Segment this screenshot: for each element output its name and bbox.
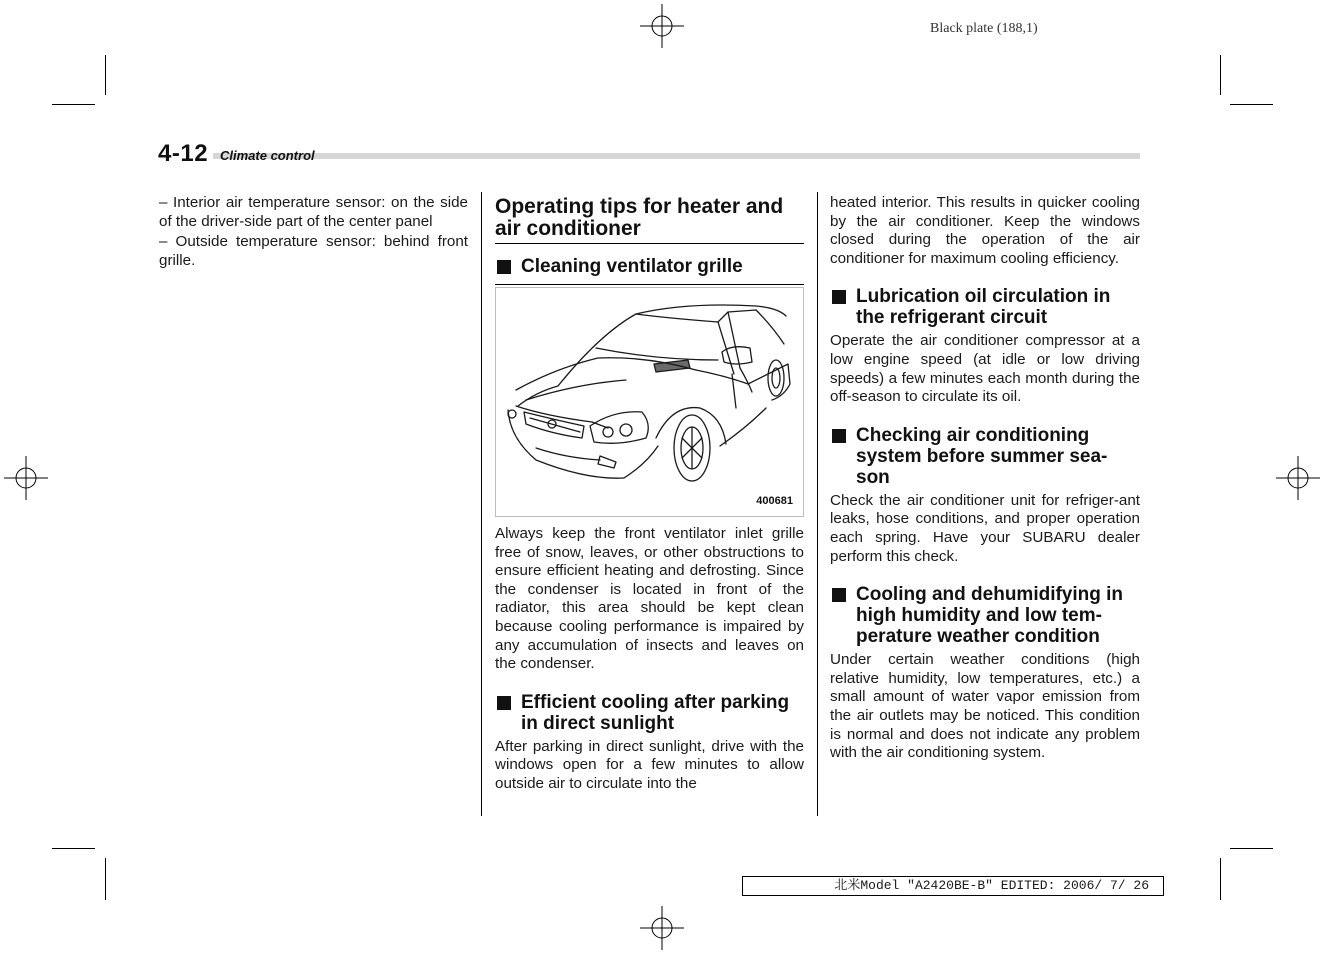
square-bullet-icon bbox=[832, 290, 846, 304]
cleaning-grille-body: Always keep the front ventilator inlet grille free of snow, leaves, or other obstructions to ensure efficient heating and defrosting. Since the condenser is located in front of the radiator, this area should be kept clean because cooling performance is impaired by any accumulation of insects and leaves on the condenser. bbox=[495, 525, 804, 673]
registration-mark-right-icon bbox=[1276, 456, 1320, 500]
section-title: Operating tips for heater and air conditioner bbox=[495, 195, 784, 240]
subheading-text: Checking air conditioning system before summer sea-son bbox=[856, 424, 1108, 488]
subheading-rule bbox=[495, 284, 804, 285]
checking-ac-body: Check the air conditioner unit for refriger-ant leaks, hose conditions, and proper operation each spring. Have your SUBARU dealer perform this check. bbox=[830, 491, 1140, 565]
efficient-cooling-body: After parking in direct sunlight, drive with the windows open for a few minutes to allow outside air to circulate into the bbox=[495, 737, 804, 792]
figure-label: 400681 bbox=[756, 495, 793, 507]
chapter-title: Climate control bbox=[220, 148, 315, 163]
column-divider-2 bbox=[817, 192, 818, 816]
square-bullet-icon bbox=[497, 696, 511, 710]
continued-body: heated interior. This results in quicker cooling by the air conditioner. Keep the windows closed during the operation of the air conditioner for maximum cooling efficiency. bbox=[830, 194, 1140, 267]
cooling-dehumidifying-body: Under certain weather conditions (high relative humidity, low temperatures, etc.) a small amount of water vapor emission from the air outlets may be noticed. This condition is normal and does not indicate any problem with the air conditioning system. bbox=[830, 651, 1140, 762]
column-1 bbox=[159, 194, 468, 270]
sensor-item-interior: – Interior air temperature sensor: on the side of the driver-side part of the center panel bbox=[159, 194, 468, 230]
square-bullet-icon bbox=[497, 260, 511, 274]
registration-mark-top-icon bbox=[640, 4, 684, 48]
subheading-text: Lubrication oil circulation in the refrigerant circuit bbox=[856, 286, 1111, 329]
station-wagon-icon bbox=[496, 288, 803, 514]
column-divider-1 bbox=[481, 192, 482, 816]
car-illustration bbox=[495, 287, 804, 517]
plate-label: Black plate (188,1) bbox=[930, 21, 1038, 36]
registration-mark-left-icon bbox=[4, 456, 48, 500]
column-3 bbox=[830, 194, 1140, 763]
column-2 bbox=[495, 196, 804, 794]
square-bullet-icon bbox=[832, 429, 846, 443]
lubrication-body: Operate the air conditioner compressor at a low engine speed (at idle or low driving speeds) a few minutes each month during the off-season to circulate its oil. bbox=[830, 332, 1140, 406]
subheading-lubrication bbox=[830, 286, 1140, 328]
registration-mark-bottom-icon bbox=[640, 906, 684, 950]
sensor-item-outside: – Outside temperature sensor: behind front grille. bbox=[159, 233, 468, 269]
subheading-text: Efficient cooling after parking in direct sunlight bbox=[521, 691, 790, 734]
subheading-text: Cleaning ventilator grille bbox=[521, 256, 743, 277]
subheading-efficient-cooling bbox=[495, 692, 804, 734]
subheading-cleaning-grille bbox=[495, 256, 804, 277]
square-bullet-icon bbox=[832, 588, 846, 602]
section-title-rule bbox=[495, 243, 804, 244]
subheading-text: Cooling and dehumidifying in high humidity and low tem-perature weather condition bbox=[856, 584, 1124, 648]
page-number: 4-12 bbox=[158, 140, 209, 167]
header-bar bbox=[213, 153, 1140, 159]
edit-info-box: 北米Model "A2420BE-B" EDITED: 2006/ 7/ 26 bbox=[742, 876, 1164, 896]
subheading-cooling-dehumidifying bbox=[830, 584, 1140, 647]
subheading-checking-ac bbox=[830, 425, 1140, 488]
